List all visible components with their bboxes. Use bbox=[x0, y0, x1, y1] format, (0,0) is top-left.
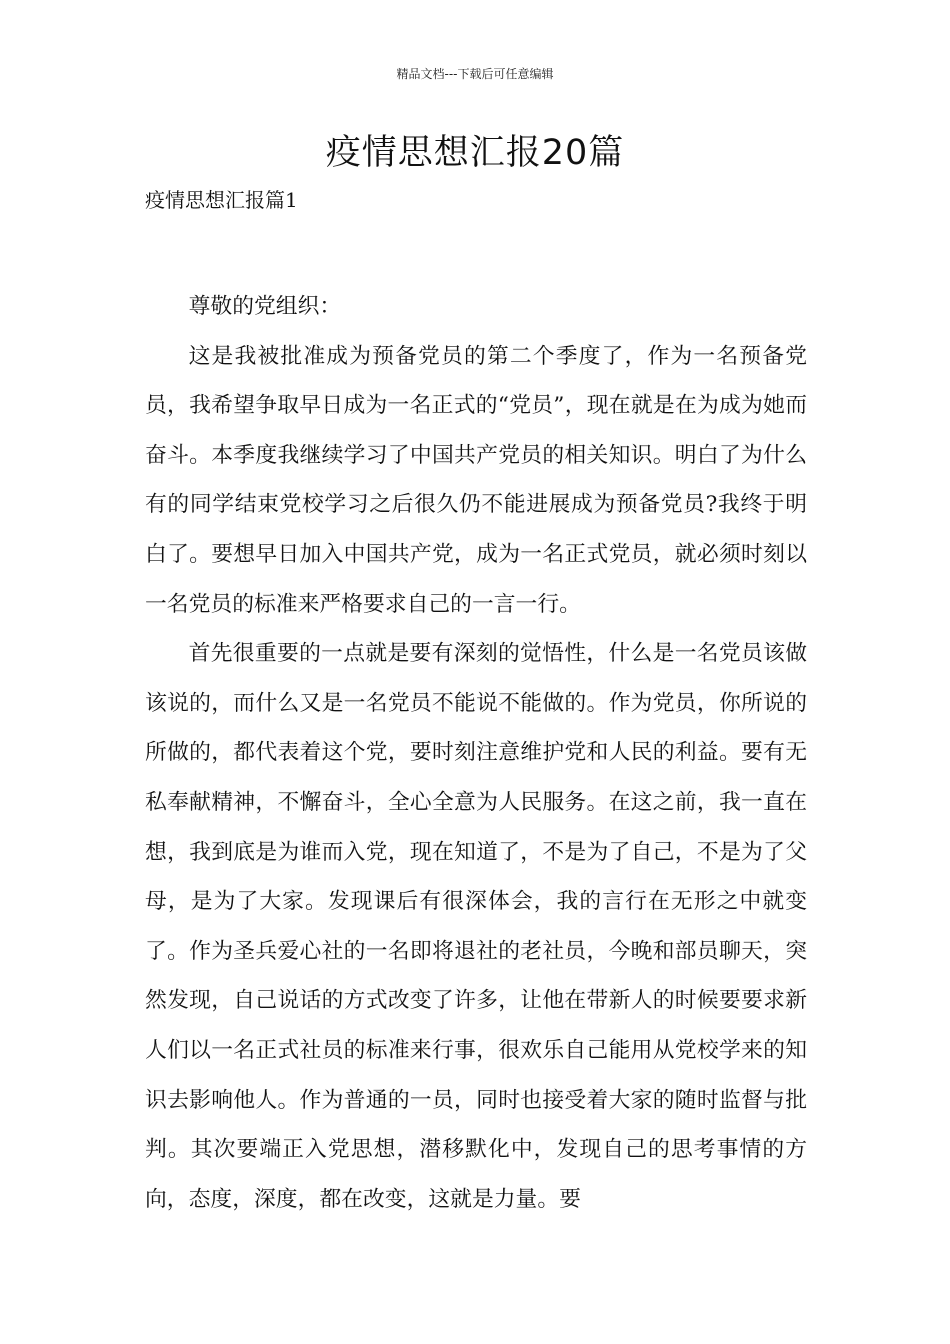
body-paragraph: 首先很重要的一点就是要有深刻的觉悟性，什么是一名党员该做该说的，而什么又是一名党员不能说不能做的。作为党员，你所说的所做的，都代表着这个党，要时刻注意维护党和人民的利益。要有无私奉献精神，不懈奋斗，全心全意为人民服务。在这之前，我一直在想，我到底是为谁而入党，现在知道了，不是为了自己，不是为了父母，是为了大家。发现课后有很深体会，我的言行在无形之中就变了。作为圣兵爱心社的一名即将退社的老社员，今晚和部员聊天，突然发现，自己说话的方式改变了许多，让他在带新人的时候要要求新人们以一名正式社员的标准来行事，很欢乐自己能用从党校学来的知识去影响他人。作为普通的一员，同时也接受着大家的随时监督与批判。其次要端正入党思想，潜移默化中，发现自己的思考事情的方向，态度，深度，都在改变，这就是力量。要 bbox=[145, 641, 807, 1212]
section-heading: 疫情思想汇报篇1 bbox=[145, 188, 298, 212]
header-note: 精品文档---下载后可任意编辑 bbox=[396, 67, 554, 81]
salutation-paragraph: 尊敬的党组织： bbox=[188, 294, 342, 319]
document-body bbox=[145, 282, 807, 1224]
document-title: 疫情思想汇报20篇 bbox=[325, 133, 625, 173]
body-paragraph: 这是我被批准成为预备党员的第二个季度了，作为一名预备党员，我希望争取早日成为一名正式的“党员”，现在就是在为成为她而奋斗。本季度我继续学习了中国共产党员的相关知识。明白了为什么有的同学结束党校学习之后很久仍不能进展成为预备党员?我终于明白了。要想早日加入中国共产党，成为一名正式党员，就必须时刻以一名党员的标准来严格要求自己的一言一行。 bbox=[145, 343, 807, 617]
